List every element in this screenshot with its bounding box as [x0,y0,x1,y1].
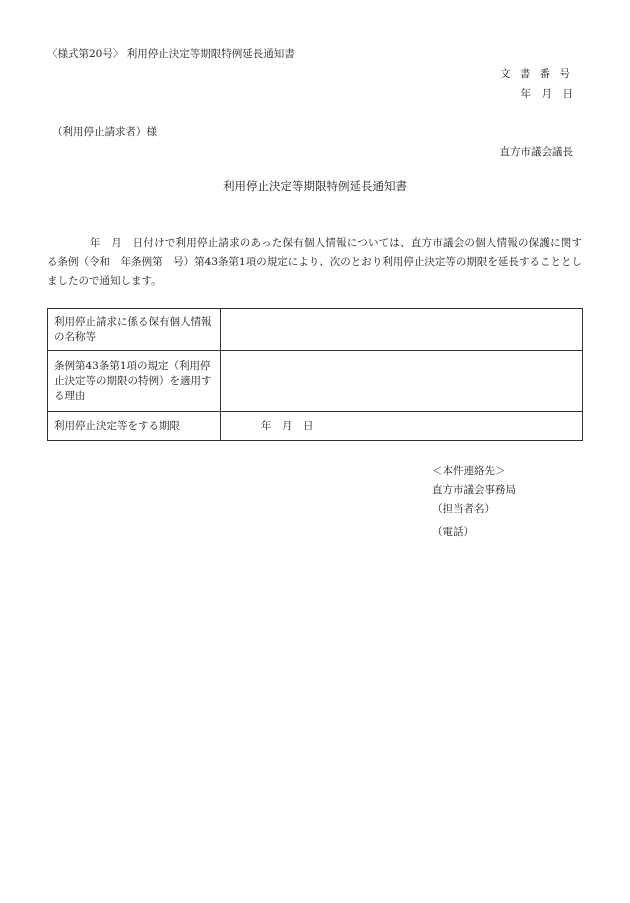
document-number-label: 文 書 番 号 [499,68,573,80]
info-table [47,308,583,441]
contact-phone: （電話） [432,526,474,538]
sender: 直方市議会議長 [499,146,573,158]
contact-person: （担当者名） [432,503,495,515]
table-row [48,309,583,351]
table-value-cell [221,351,583,412]
table-label-cell: 利用停止決定等をする期限 [48,412,221,441]
table-row [48,351,583,412]
form-label: 〈様式第20号〉 利用停止決定等期限特例延長通知書 [47,48,295,60]
table-label-cell: 条例第43条第1項の規定（利用停止決定等の期限の特例）を適用する理由 [48,351,221,412]
contact-office: 直方市議会事務局 [432,484,516,496]
contact-block [432,462,516,542]
table-value-cell [221,309,583,351]
body-paragraph: 年 月 日付けで利用停止請求のあった保有個人情報については、直方市議会の個人情報の保護に関する条例（令和 年条例第 号）第43条第1項の規定により、次のとおり利用停止決定等の期限を延長することとしましたので通知します。 [47,237,582,287]
page-title: 利用停止決定等期限特例延長通知書 [223,179,407,193]
table-label-cell: 利用停止請求に係る保有個人情報の名称等 [48,309,221,351]
table-row [48,412,583,441]
document-date: 年 月 日 [520,88,573,100]
addressee: （利用停止請求者）様 [52,126,157,138]
contact-heading: ＜本件連絡先＞ [432,465,506,477]
table-value-cell: 年 月 日 [221,412,583,441]
